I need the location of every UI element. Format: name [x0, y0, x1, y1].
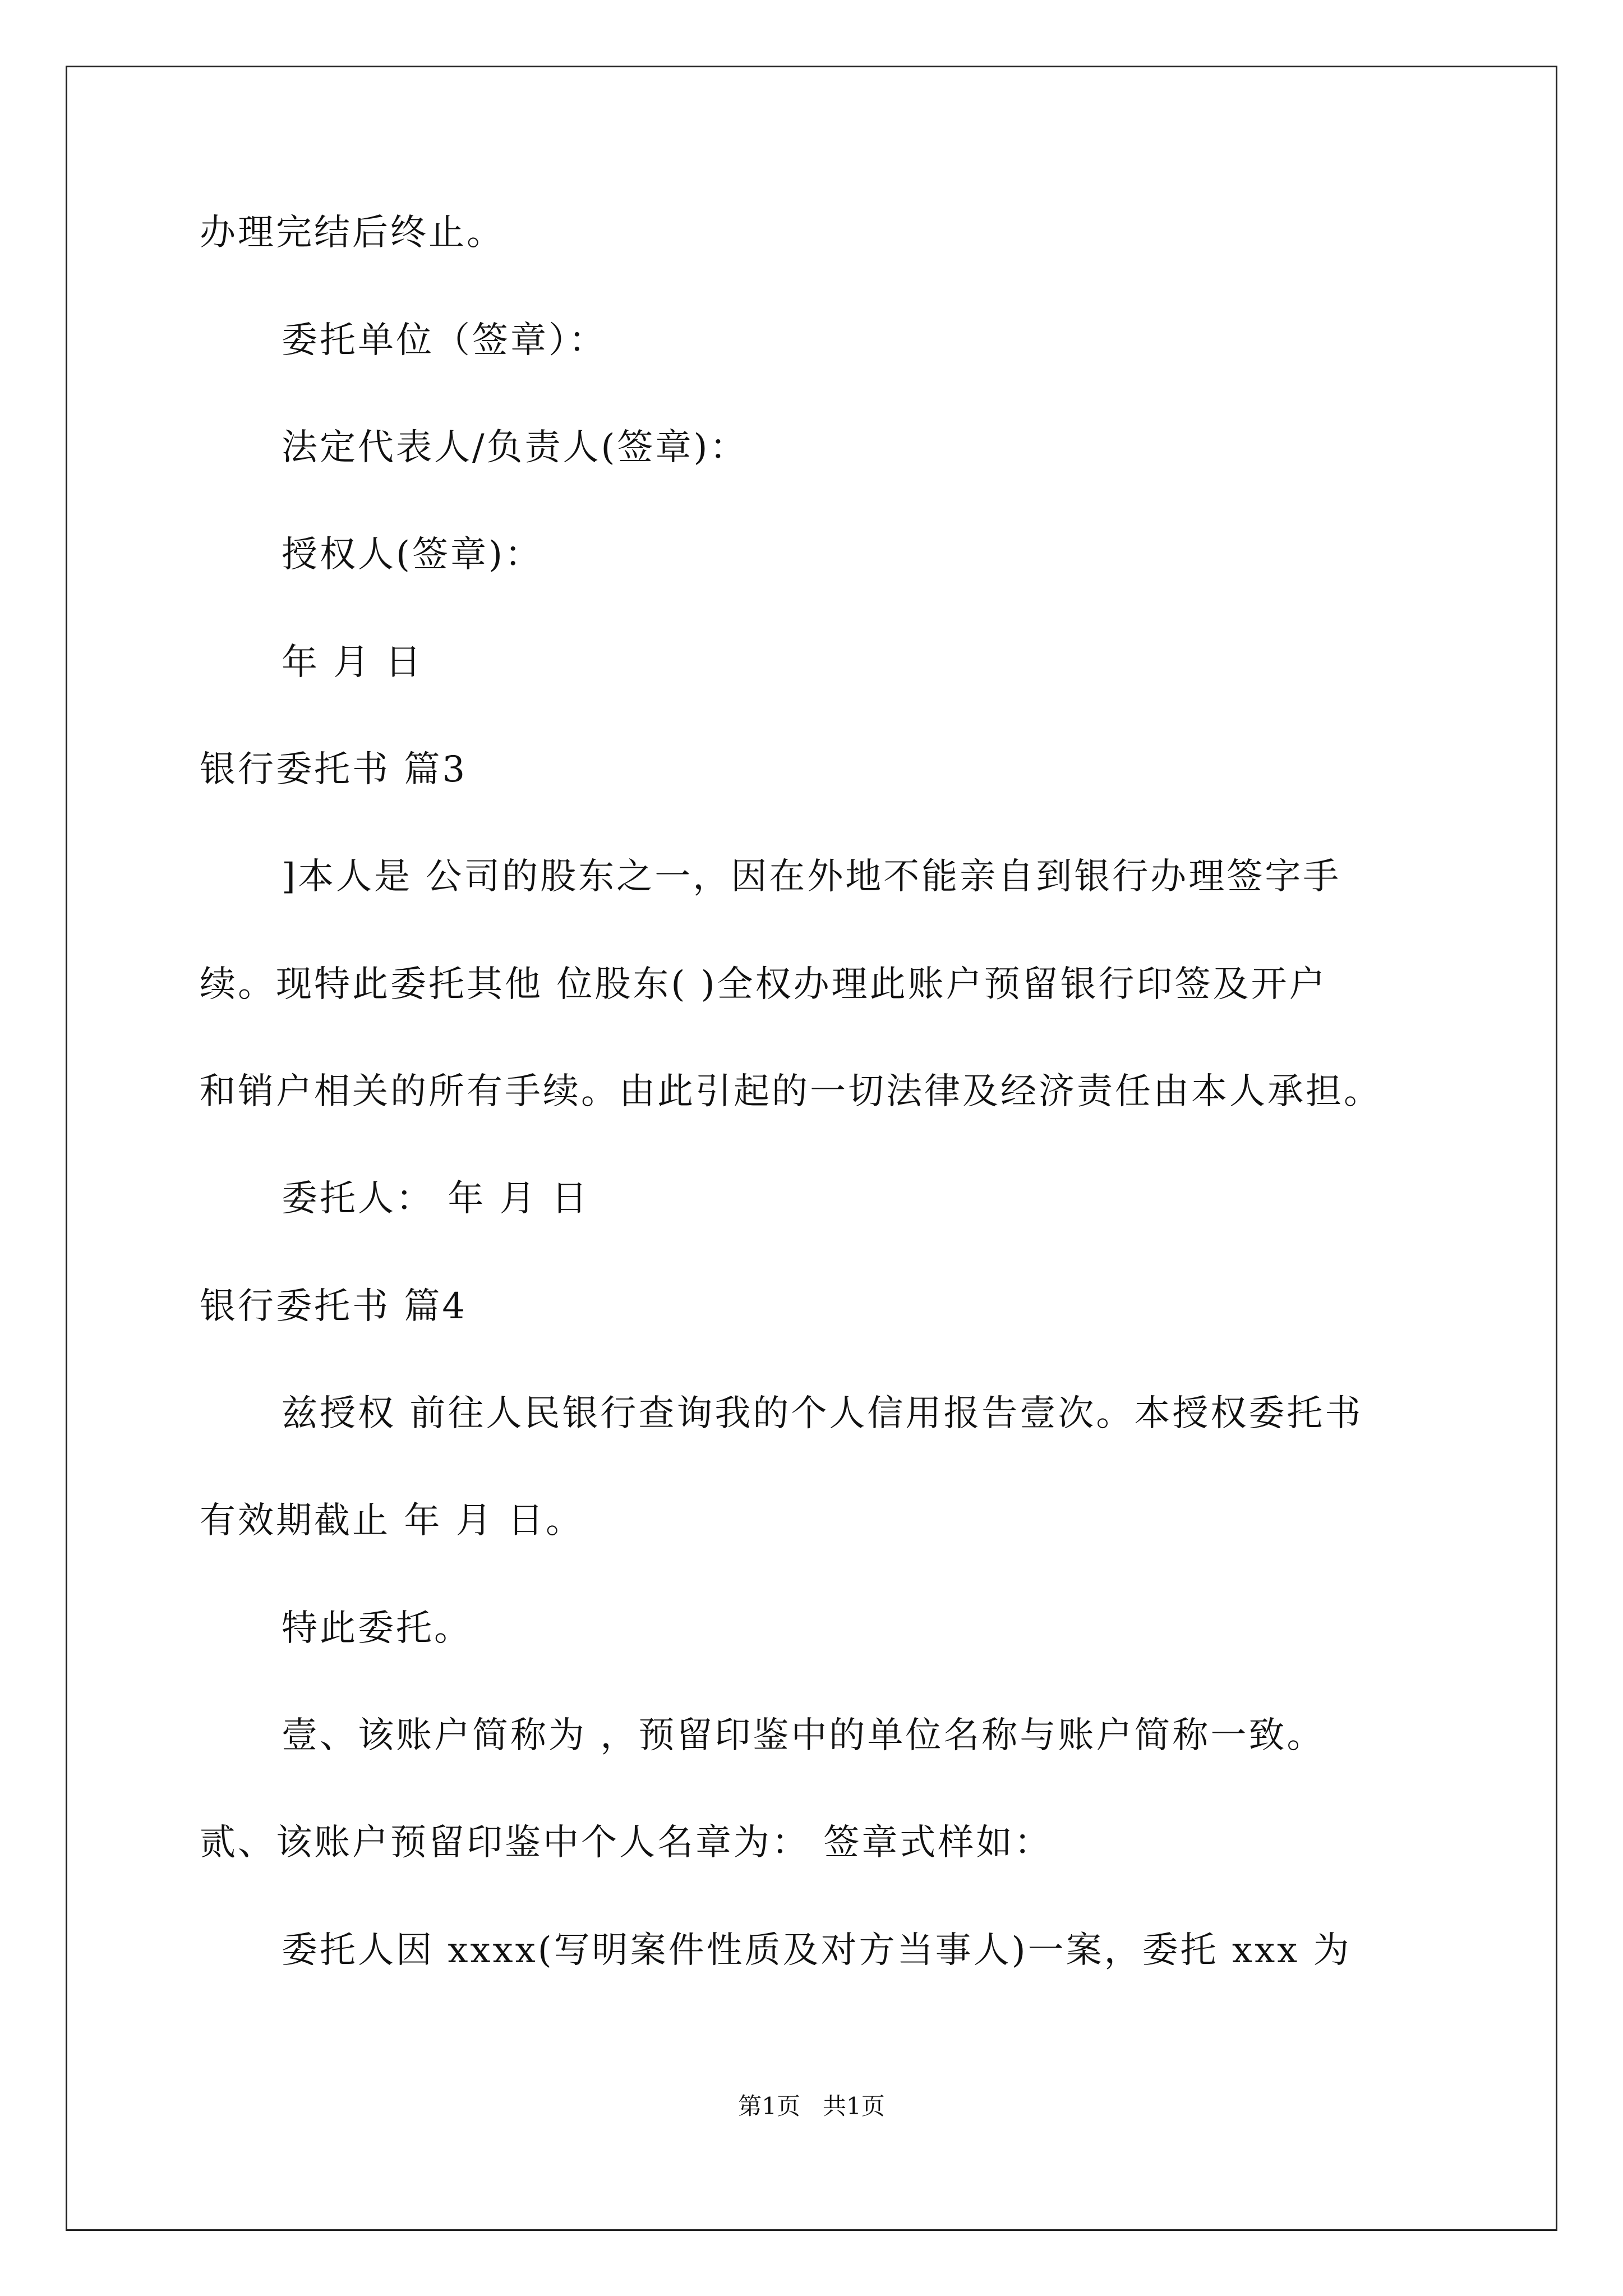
text-line-1: 办理完结后终止。: [200, 212, 505, 254]
text-line-9: 和销户相关的所有手续。由此引起的一切法律及经济责任由本人承担。: [200, 1071, 1382, 1112]
text-line-3: 法定代表人/负责人(签章)：: [282, 427, 748, 468]
text-line-16: 贰、该账户预留印鉴中个人名章为： 签章式样如：: [200, 1822, 1053, 1864]
text-line-14: 特此委托。: [282, 1608, 472, 1649]
section-heading-3: 银行委托书 篇3: [200, 749, 468, 790]
text-line-4: 授权人(签章)：: [282, 534, 543, 576]
page-number-footer: 第1页 共1页: [738, 2092, 885, 2120]
date-line: 年 月 日: [282, 642, 423, 683]
text-line-8: 续。现特此委托其他 位股东( )全权办理此账户预留银行印签及开户: [200, 964, 1327, 1005]
text-line-10: 委托人： 年 月 日: [282, 1178, 590, 1220]
text-line-15: 壹、该账户简称为 ，预留印鉴中的单位名称与账户简称一致。: [282, 1715, 1325, 1756]
text-line-13: 有效期截止 年 月 日。: [200, 1500, 584, 1542]
section-heading-4: 银行委托书 篇4: [200, 1286, 468, 1327]
page-border: [66, 66, 1557, 2231]
text-line-12: 兹授权 前往人民银行查询我的个人信用报告壹次。本授权委托书: [282, 1393, 1363, 1434]
text-line-2: 委托单位（签章）：: [282, 320, 607, 361]
text-line-7: ]本人是 公司的股东之一，因在外地不能亲自到银行办理签字手: [282, 856, 1341, 898]
text-line-17: 委托人因 xxxx(写明案件性质及对方当事人)一案，委托 xxx 为: [282, 1930, 1352, 1971]
